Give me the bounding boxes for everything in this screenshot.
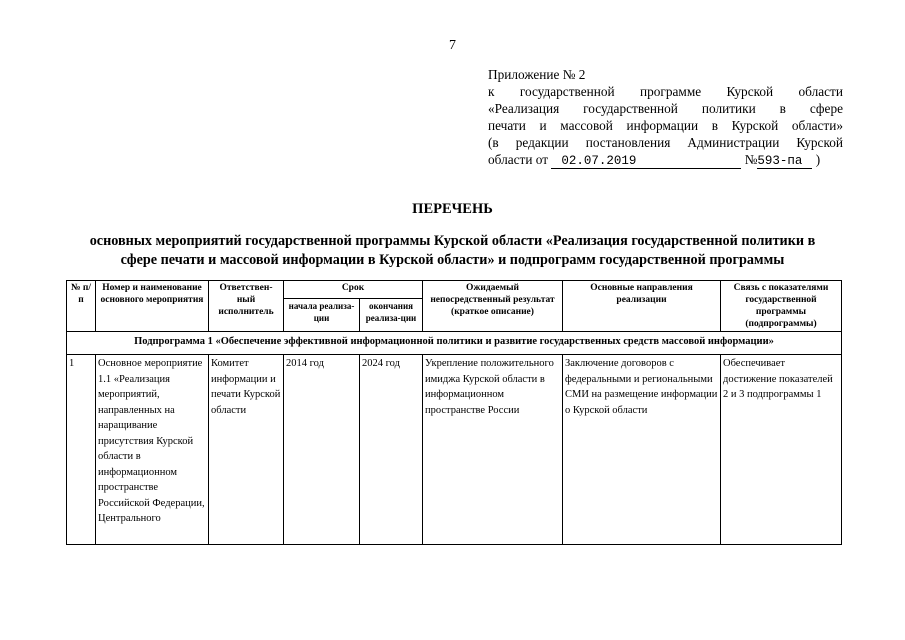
header-link: Связь с показателями государственной программы (подпрограммы) (721, 281, 842, 332)
appendix-line: печати и массовой информации в Курской области» (488, 118, 843, 133)
header-term-start: начала реализа-ции (284, 299, 360, 332)
page-number: 7 (449, 38, 456, 53)
cell-result: Укрепление положительного имиджа Курской области в информационном пространстве России (423, 355, 563, 545)
appendix-line: «Реализация государственной политики в сфере (488, 101, 843, 116)
section-title: Подпрограмма 1 «Обеспечение эффективной информационной политики и развитие государственных средств массовой информации» (67, 332, 842, 355)
appendix-line: (в редакции постановления Администрации Курской (488, 135, 843, 150)
resolution-number-prefix: № (744, 152, 758, 167)
document-subtitle (60, 232, 845, 270)
cell-link: Обеспечивает достижение показателей 2 и 3 подпрограммы 1 (721, 355, 842, 545)
resolution-close-paren: ) (815, 152, 821, 167)
resolution-date: 02.07.2019 (551, 154, 741, 169)
header-result: Ожидаемый непосредственный результат (краткое описание) (423, 281, 563, 332)
subtitle-line: сфере печати и массовой информации в Курской области» и подпрограмм государственной программы (120, 252, 785, 268)
table-header-row (67, 281, 842, 299)
header-name: Номер и наименование основного мероприятия (96, 281, 209, 332)
header-responsible: Ответствен-ный исполнитель (209, 281, 284, 332)
table-row (67, 355, 842, 545)
activities-table (66, 280, 842, 545)
appendix-resolution-line (488, 151, 843, 169)
document-title: ПЕРЕЧЕНЬ (412, 201, 493, 217)
appendix-block (488, 66, 843, 169)
cell-start: 2014 год (284, 355, 360, 545)
appendix-line: к государственной программе Курской области (488, 84, 843, 99)
cell-name: Основное мероприятие 1.1 «Реализация мероприятий, направленных на наращивание присутствия Курской области в информационном пространстве Российской Федерации, Центрального (96, 355, 209, 545)
cell-num: 1 (67, 355, 96, 545)
header-num: № п/п (67, 281, 96, 332)
cell-responsible: Комитет информации и печати Курской области (209, 355, 284, 545)
cell-directions: Заключение договоров с федеральными и региональными СМИ на размещение информации о Курской области (563, 355, 721, 545)
header-term: Срок (284, 281, 423, 299)
header-directions: Основные направления реализации (563, 281, 721, 332)
cell-end: 2024 год (360, 355, 423, 545)
resolution-number: 593-па (757, 154, 812, 169)
subtitle-line: основных мероприятий государственной программы Курской области «Реализация государственной политики в (89, 233, 816, 249)
section-row (67, 332, 842, 355)
header-term-end: окончания реализа-ции (360, 299, 423, 332)
appendix-heading: Приложение № 2 (488, 67, 586, 82)
appendix-resolution-prefix: области от (488, 152, 549, 167)
